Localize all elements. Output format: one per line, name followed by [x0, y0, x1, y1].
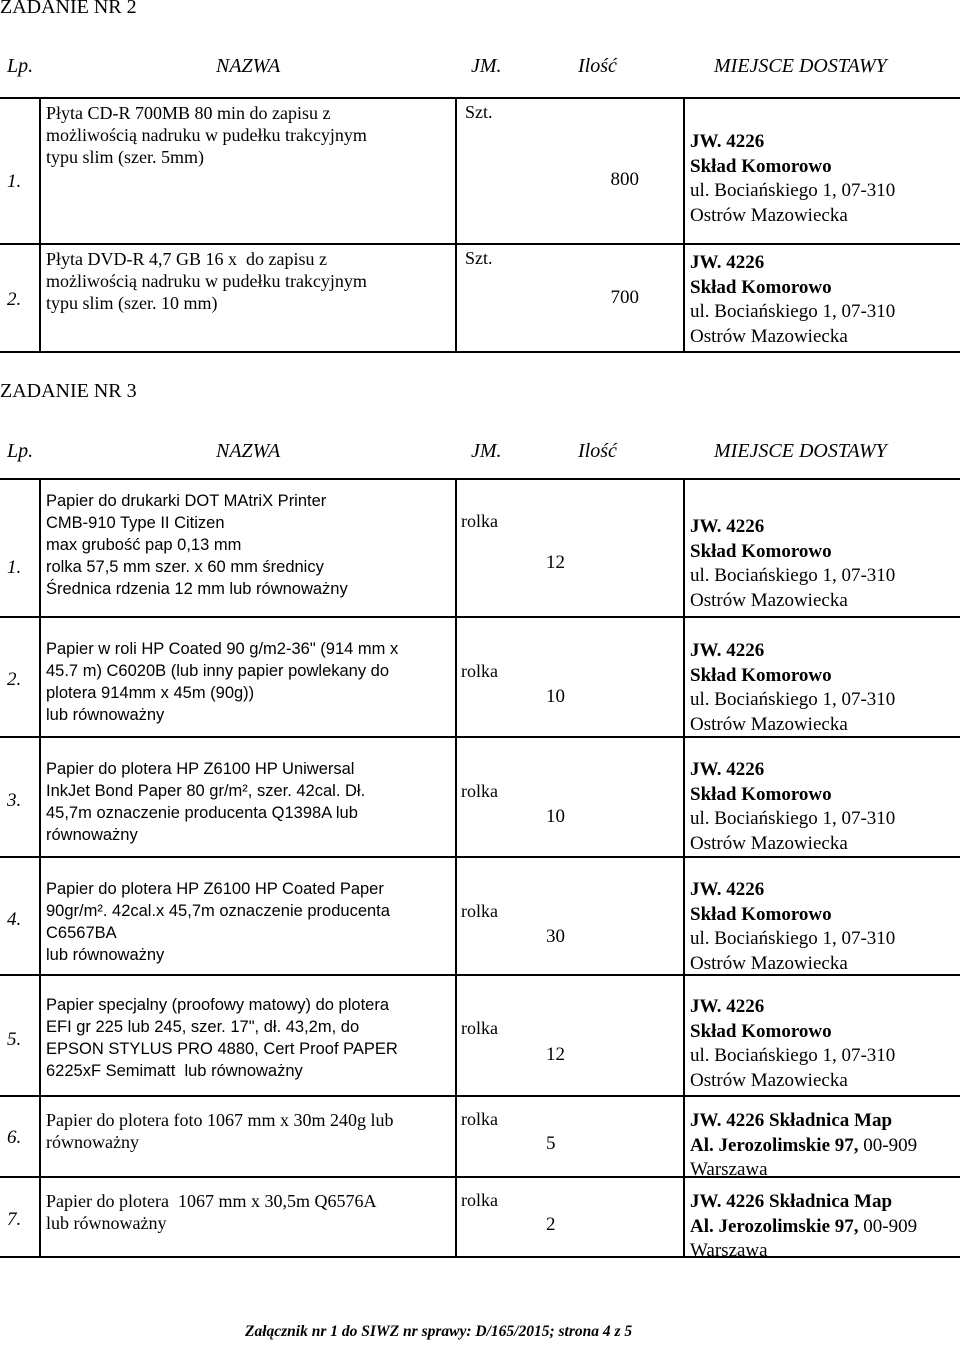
item-quantity: 2 — [546, 1214, 556, 1235]
section-title: ZADANIE NR 3 — [0, 380, 137, 402]
item-name: Papier specjalny (proofowy matowy) do plotera EFI gr 225 lub 245, szer. 17", dł. 43,2m, do EPSON STYLUS PRO 4880, Cert Proof PAPER 6225xF Semimatt lub równoważny — [46, 996, 398, 1080]
item-unit: rolka — [461, 511, 498, 531]
item-unit: rolka — [461, 661, 498, 681]
header-qty: Ilość — [578, 55, 617, 77]
item-name: Papier w roli HP Coated 90 g/m2-36" (914 mm x 45.7 m) C6020B (lub inny papier powlekany do plotera 914mm x 45m (90g)) lub równoważny — [46, 640, 399, 724]
delivery-address: JW. 4226 Składnica Map Al. Jerozolimskie 97, 00-909 Warszawa — [690, 1191, 918, 1261]
items-table — [0, 97, 960, 353]
delivery-address: JW. 4226 Skład Komorowo ul. Bociańskiego 1, 07-310 Ostrów Mazowiecka — [690, 516, 896, 611]
header-unit: JM. — [471, 440, 502, 462]
item-unit: rolka — [461, 1018, 498, 1038]
page-footer: Załącznik nr 1 do SIWZ nr sprawy: D/165/2015; strona 4 z 5 — [245, 1323, 633, 1340]
item-name: Papier do plotera foto 1067 mm x 30m 240g lub równoważny — [46, 1110, 394, 1152]
item-quantity: 5 — [546, 1133, 556, 1154]
item-quantity: 10 — [546, 686, 565, 707]
table-row — [0, 737, 960, 857]
items-table — [0, 478, 960, 1261]
delivery-address: JW. 4226 Skład Komorowo ul. Bociańskiego 1, 07-310 Ostrów Mazowiecka — [690, 879, 896, 974]
delivery-address: JW. 4226 Skład Komorowo ul. Bociańskiego 1, 07-310 Ostrów Mazowiecka — [690, 640, 896, 735]
item-quantity: 800 — [610, 169, 639, 190]
item-name: Płyta DVD-R 4,7 GB 16 x do zapisu z możliwością nadruku w pudełku trakcyjnym typu slim (szer. 10 mm) — [46, 249, 367, 313]
item-unit: Szt. — [465, 248, 493, 268]
table-row — [0, 244, 960, 352]
header-lp: Lp. — [7, 55, 34, 77]
item-quantity: 10 — [546, 806, 565, 827]
delivery-address: JW. 4226 Skład Komorowo ul. Bociańskiego 1, 07-310 Ostrów Mazowiecka — [690, 131, 896, 226]
row-number: 2. — [7, 289, 22, 310]
header-lp: Lp. — [7, 440, 34, 462]
item-quantity: 12 — [546, 1044, 565, 1065]
table-row — [0, 98, 960, 244]
table-row — [0, 617, 960, 737]
header-qty: Ilość — [578, 440, 617, 462]
item-unit: rolka — [461, 781, 498, 801]
item-quantity: 12 — [546, 552, 565, 573]
delivery-address: JW. 4226 Składnica Map Al. Jerozolimskie 97, 00-909 Warszawa — [690, 1110, 918, 1180]
item-quantity: 30 — [546, 926, 565, 947]
item-unit: rolka — [461, 1190, 498, 1210]
table-row — [0, 1177, 960, 1257]
table-header — [0, 437, 960, 467]
table-header — [0, 52, 960, 82]
row-number: 1. — [7, 557, 22, 578]
item-name: Papier do drukarki DOT MAtriX Printer CMB-910 Type II Citizen max grubość pap 0,13 mm rolka 57,5 mm szer. x 60 mm średnicy Średnica rdzenia 12 mm lub równoważny — [46, 492, 348, 598]
row-number: 1. — [7, 171, 22, 192]
table-row — [0, 975, 960, 1096]
header-delivery: MIEJSCE DOSTAWY — [714, 55, 887, 77]
item-quantity: 700 — [610, 287, 639, 308]
item-name: Płyta CD-R 700MB 80 min do zapisu z możliwością nadruku w pudełku trakcyjnym typu slim (szer. 5mm) — [46, 103, 367, 167]
row-number: 4. — [7, 909, 22, 930]
table-row — [0, 857, 960, 975]
section-title: ZADANIE NR 2 — [0, 0, 137, 18]
table-row — [0, 478, 960, 617]
row-number: 2. — [7, 669, 22, 690]
item-name: Papier do plotera 1067 mm x 30,5m Q6576A lub równoważny — [46, 1191, 377, 1233]
delivery-address: JW. 4226 Skład Komorowo ul. Bociańskiego 1, 07-310 Ostrów Mazowiecka — [690, 252, 896, 347]
row-number: 6. — [7, 1127, 22, 1148]
item-name: Papier do plotera HP Z6100 HP Uniwersal InkJet Bond Paper 80 gr/m², szer. 42cal. Dł. 45,7m oznaczenie producenta Q1398A lub równoważny — [46, 760, 366, 844]
header-delivery: MIEJSCE DOSTAWY — [714, 440, 887, 462]
header-name: NAZWA — [216, 55, 281, 77]
row-number: 5. — [7, 1029, 22, 1050]
row-number: 3. — [7, 790, 22, 811]
item-unit: Szt. — [465, 102, 493, 122]
row-number: 7. — [7, 1209, 22, 1230]
header-unit: JM. — [471, 55, 502, 77]
table-row — [0, 1096, 960, 1177]
item-unit: rolka — [461, 1109, 498, 1129]
item-unit: rolka — [461, 901, 498, 921]
delivery-address: JW. 4226 Skład Komorowo ul. Bociańskiego 1, 07-310 Ostrów Mazowiecka — [690, 996, 896, 1091]
item-name: Papier do plotera HP Z6100 HP Coated Paper 90gr/m². 42cal.x 45,7m oznaczenie producenta C6567BA lub równoważny — [46, 880, 390, 964]
header-name: NAZWA — [216, 440, 281, 462]
delivery-address: JW. 4226 Skład Komorowo ul. Bociańskiego 1, 07-310 Ostrów Mazowiecka — [690, 759, 896, 854]
